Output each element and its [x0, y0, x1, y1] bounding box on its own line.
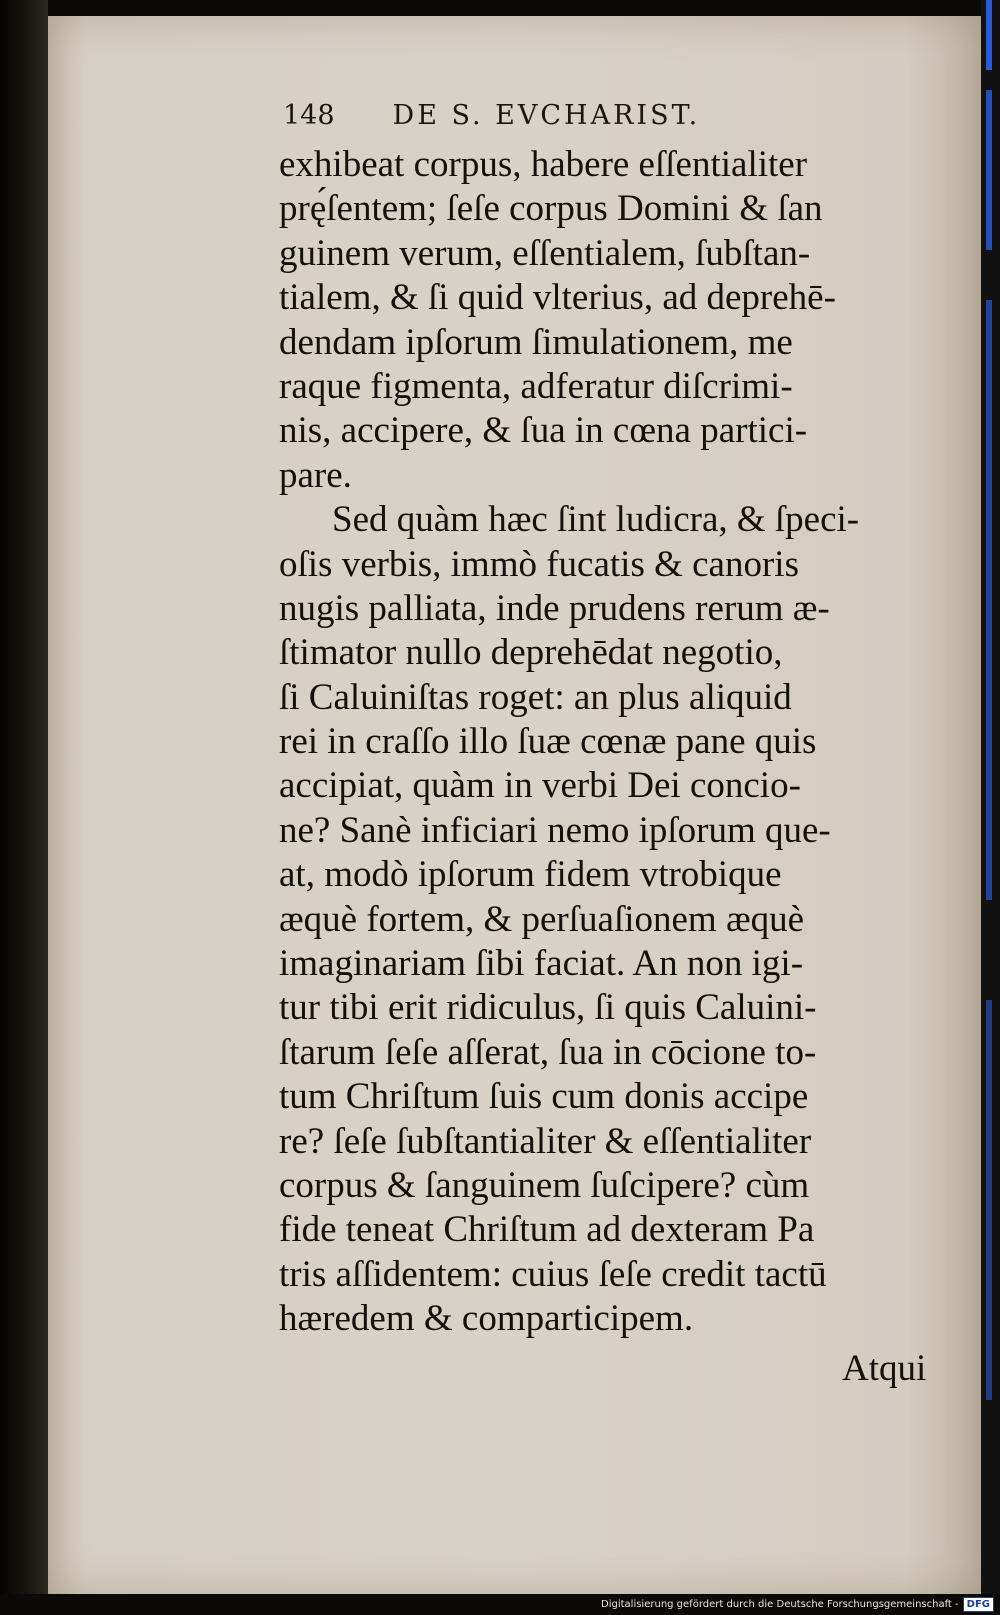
- text-line: re? ſeſe ſubſtantialiter & eſſentialiter: [279, 1120, 812, 1162]
- text-line: at, modò ipſorum fidem vtrobique: [279, 854, 782, 896]
- text-line: guinem verum, eſſentialem, ſubſtan-: [279, 232, 811, 274]
- text-line: pare.: [279, 454, 352, 496]
- scan-edge-stripe: [986, 300, 992, 900]
- text-line: tur tibi erit ridiculus, ſi quis Caluini-: [279, 987, 817, 1029]
- scan-edge-stripe: [986, 90, 992, 250]
- text-line: tum Chriſtum ſuis cum donis accipe: [279, 1076, 809, 1118]
- text-line: ſi Caluiniſtas roget: an plus aliquid: [279, 676, 792, 718]
- text-line: raque figmenta, adferatur diſcrimi-: [279, 365, 793, 407]
- catchword: Atqui: [842, 1348, 927, 1389]
- digitization-credit: [601, 1597, 994, 1612]
- text-line: tialem, & ſi quid vlterius, ad deprehē-: [279, 277, 836, 319]
- text-line: æquè fortem, & perſuaſionem æquè: [279, 898, 805, 940]
- scan-edge-stripe: [986, 1000, 992, 1400]
- running-head: DE S. EVCHARIST.: [392, 100, 701, 131]
- body-text: [279, 143, 959, 1342]
- dfg-logo: DFG: [963, 1597, 994, 1612]
- page-number: 148: [283, 100, 335, 131]
- text-line: tris aſſidentem: cuius ſeſe credit tactū: [279, 1253, 827, 1295]
- credit-text: Digitalisierung gefördert durch die Deutsche Forschungsgemeinschaft -: [601, 1599, 959, 1610]
- text-line: prę́ſentem; ſeſe corpus Domini & ſan: [279, 188, 823, 230]
- text-line: imaginariam ſibi faciat. An non igi-: [279, 943, 804, 985]
- text-line: ſtarum ſeſe aſſerat, ſua in cōcione to-: [279, 1031, 817, 1073]
- text-line: accipiat, quàm in verbi Dei concio-: [279, 765, 801, 807]
- text-line: nugis palliata, inde prudens rerum æ-: [279, 587, 830, 629]
- scan-edge-stripe: [986, 0, 992, 70]
- page-header: [283, 100, 803, 131]
- text-line: ne? Sanè inficiari nemo ipſorum que-: [279, 809, 831, 851]
- text-line: exhibeat corpus, habere eſſentialiter: [279, 144, 808, 185]
- text-line: oſis verbis, immò fucatis & canoris: [279, 543, 799, 585]
- text-line: dendam ipſorum ſimulationem, me: [279, 321, 793, 363]
- text-line: ſtimator nullo deprehēdat negotio,: [279, 632, 783, 674]
- text-line: corpus & ſanguinem ſuſcipere? cùm: [279, 1164, 810, 1206]
- book-spine: [0, 0, 48, 1615]
- text-line: hæredem & comparticipem.: [279, 1298, 694, 1340]
- text-line: rei in craſſo illo ſuæ cœnæ pane quis: [279, 721, 817, 763]
- text-line: fide teneat Chriſtum ad dexteram Pa: [279, 1209, 815, 1251]
- text-line: Sed quàm hæc ſint ludicra, & ſpeci-: [332, 499, 860, 541]
- text-line: nis, accipere, & ſua in cœna partici-: [279, 410, 808, 452]
